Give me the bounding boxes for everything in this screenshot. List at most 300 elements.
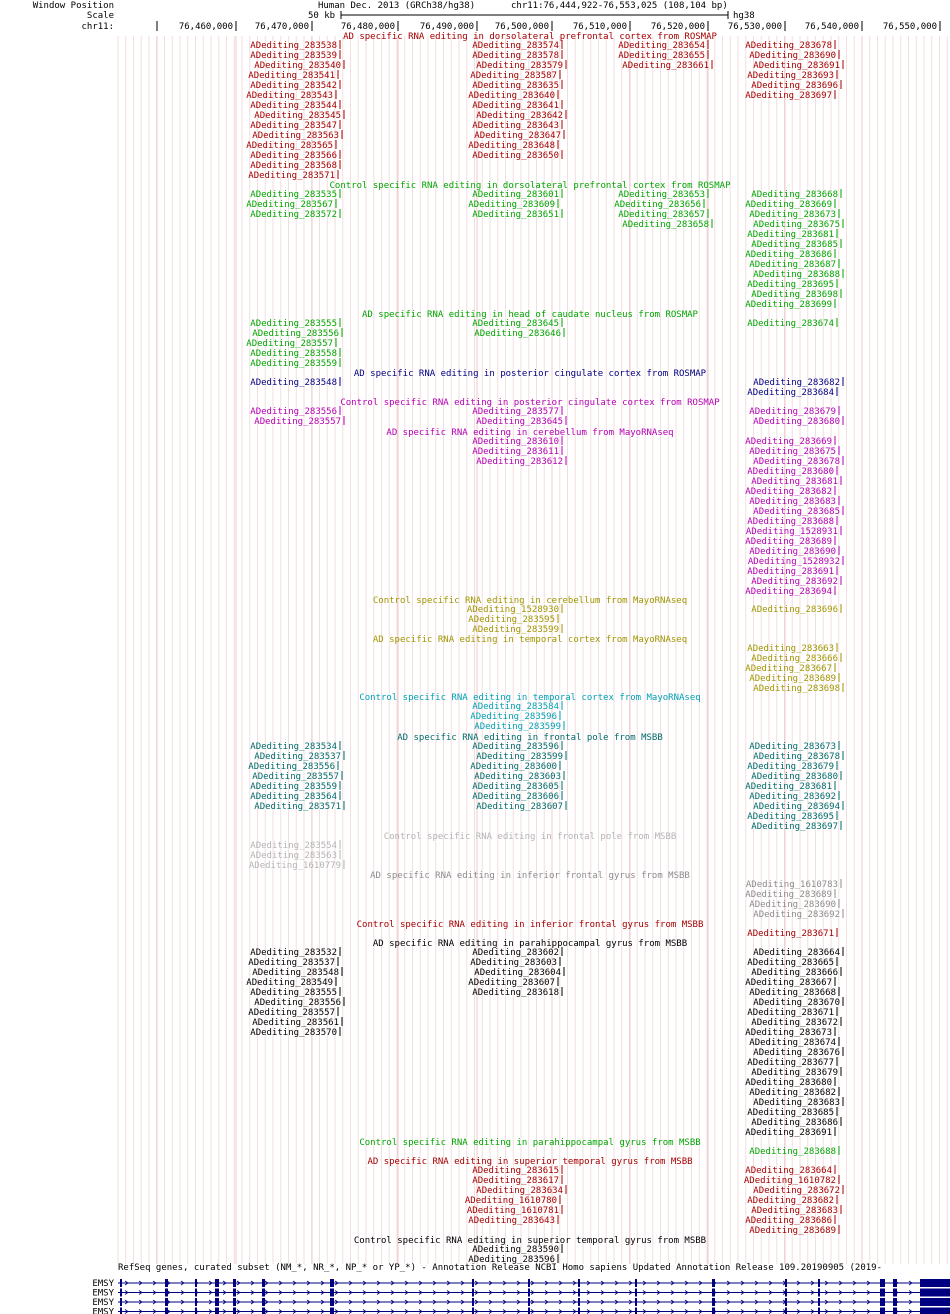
feature-label[interactable]: ADediting_283557 [254, 417, 341, 427]
feature-label[interactable]: ADediting_283566 [250, 151, 337, 161]
exon-block[interactable] [215, 1308, 219, 1314]
feature-label[interactable]: ADediting_283561 [252, 1018, 339, 1028]
feature-label[interactable]: ADediting_283599 [472, 625, 559, 635]
track-3 [250, 369, 843, 398]
feature-label[interactable]: ADediting_283678 [753, 457, 840, 467]
track-9 [248, 733, 843, 832]
feature-label[interactable]: ADediting_283544 [250, 101, 337, 111]
feature-label[interactable]: ADediting_283695 [747, 812, 834, 822]
feature-label[interactable]: ADediting_283683 [749, 497, 836, 507]
feature-label[interactable]: ADediting_283681 [745, 782, 832, 792]
track-title: Control specific RNA editing in cerebellum from MayoRNAseq [372, 596, 688, 606]
ruler-tick-label: 76,520,000 [650, 22, 705, 32]
feature-label[interactable]: ADediting_283556 [252, 329, 339, 339]
exon-block[interactable] [233, 1298, 236, 1306]
feature-label[interactable]: ADediting_283691 [745, 1128, 832, 1138]
feature-label[interactable]: ADediting_283572 [250, 210, 337, 220]
track-title: Control specific RNA editing in dorsolateral prefrontal cortex from ROSMAP [329, 181, 731, 191]
feature-label[interactable]: ADediting_283694 [753, 802, 840, 812]
track-15 [367, 1157, 843, 1236]
feature-label[interactable]: ADediting_283634 [476, 1186, 563, 1196]
refseq-gene-track [92, 1263, 950, 1314]
feature-label[interactable]: ADediting_283689 [745, 537, 832, 547]
feature-label[interactable]: ADediting_283680 [745, 1078, 832, 1088]
feature-label[interactable]: ADediting_283671 [747, 1008, 834, 1018]
exon-block[interactable] [330, 1298, 334, 1306]
feature-label[interactable]: ADediting_1610779 [248, 861, 341, 871]
feature-label[interactable]: ADediting_283606 [472, 792, 559, 802]
exon-block[interactable] [528, 1298, 530, 1306]
feature-label[interactable]: ADediting_283635 [472, 81, 559, 91]
track-title: AD specific RNA editing in inferior frontal gyrus from MSBB [370, 871, 690, 881]
exon-block[interactable] [818, 1308, 820, 1314]
feature-label[interactable]: ADediting_1528932 [747, 557, 840, 567]
feature-label[interactable]: ADediting_283651 [472, 210, 559, 220]
feature-label[interactable]: ADediting_283680 [751, 772, 838, 782]
feature-label[interactable]: ADediting_283602 [472, 948, 559, 958]
feature-label[interactable]: ADediting_283670 [753, 998, 840, 1008]
exon-block[interactable] [120, 1289, 122, 1297]
exon-block[interactable] [785, 1308, 787, 1314]
exon-block[interactable] [330, 1289, 334, 1297]
exon-block[interactable] [262, 1308, 265, 1314]
exon-block[interactable] [712, 1279, 715, 1287]
exon-block[interactable] [920, 1298, 950, 1306]
feature-label[interactable]: ADediting_1528931 [745, 527, 838, 537]
feature-label[interactable]: ADediting_283665 [747, 958, 834, 968]
feature-label[interactable]: ADediting_283664 [753, 948, 840, 958]
feature-label[interactable]: ADediting_283673 [749, 210, 836, 220]
feature-label[interactable]: ADediting_283685 [747, 1108, 834, 1118]
feature-label[interactable]: ADediting_283603 [470, 958, 557, 968]
feature-label[interactable]: ADediting_283564 [250, 792, 337, 802]
exon-block[interactable] [195, 1298, 197, 1306]
exon-block[interactable] [472, 1289, 474, 1297]
feature-label[interactable]: ADediting_283686 [745, 250, 832, 260]
exon-block[interactable] [880, 1289, 885, 1297]
exon-block[interactable] [893, 1289, 897, 1297]
feature-label[interactable]: ADediting_283655 [618, 51, 705, 61]
feature-label[interactable]: ADediting_283610 [472, 437, 559, 447]
track-10 [249, 832, 676, 871]
feature-label[interactable]: ADediting_283612 [476, 457, 563, 467]
feature-label[interactable]: ADediting_283563 [250, 851, 337, 861]
feature-label[interactable]: ADediting_283666 [751, 654, 838, 664]
feature-label[interactable]: ADediting_283563 [252, 131, 339, 141]
feature-label[interactable]: ADediting_1610781 [466, 1206, 559, 1216]
feature-label[interactable]: ADediting_283596 [470, 712, 557, 722]
feature-label[interactable]: ADediting_283578 [472, 51, 559, 61]
feature-label[interactable]: ADediting_283601 [472, 190, 559, 200]
exon-block[interactable] [818, 1289, 820, 1297]
exon-block[interactable] [785, 1298, 787, 1306]
feature-label[interactable]: ADediting_283557 [248, 1008, 335, 1018]
feature-label[interactable]: ADediting_283693 [747, 71, 834, 81]
exon-block[interactable] [120, 1279, 122, 1287]
feature-label[interactable]: ADediting_283559 [250, 359, 337, 369]
exon-block[interactable] [528, 1279, 530, 1287]
exon-block[interactable] [578, 1308, 580, 1314]
ruler-tick-label: 76,490,000 [419, 22, 474, 32]
feature-label[interactable]: ADediting_283565 [246, 141, 333, 151]
feature-label[interactable]: ADediting_283650 [472, 151, 559, 161]
feature-label[interactable]: ADediting_283548 [250, 378, 337, 388]
feature-label[interactable]: ADediting_283615 [472, 1166, 559, 1176]
feature-label[interactable]: ADediting_283697 [745, 91, 832, 101]
feature-label[interactable]: ADediting_283680 [747, 467, 834, 477]
feature-label[interactable]: ADediting_283645 [472, 319, 559, 329]
feature-label[interactable]: ADediting_283556 [254, 998, 341, 1008]
feature-label[interactable]: ADediting_283555 [250, 988, 337, 998]
exon-block[interactable] [165, 1298, 168, 1306]
exon-block[interactable] [920, 1308, 950, 1314]
feature-label[interactable]: ADediting_283684 [747, 388, 834, 398]
gene-rows [92, 1279, 950, 1314]
feature-label[interactable]: ADediting_283673 [749, 742, 836, 752]
exon-block[interactable] [330, 1308, 334, 1314]
exon-block[interactable] [785, 1279, 787, 1287]
exon-block[interactable] [215, 1289, 219, 1297]
feature-label[interactable]: ADediting_283668 [749, 988, 836, 998]
feature-label[interactable]: ADediting_283579 [476, 61, 563, 71]
feature-label[interactable]: ADediting_283568 [250, 161, 337, 171]
exon-block[interactable] [165, 1279, 168, 1287]
feature-label[interactable]: ADediting_283603 [474, 772, 561, 782]
feature-label[interactable]: ADediting_283618 [472, 988, 559, 998]
feature-label[interactable]: ADediting_283556 [248, 762, 335, 772]
ruler-tick-label: 76,530,000 [727, 22, 782, 32]
feature-label[interactable]: ADediting_283669 [745, 200, 832, 210]
feature-label[interactable]: ADediting_283545 [254, 111, 341, 121]
label-chromosome: chr11: [81, 22, 114, 32]
feature-label[interactable]: ADediting_283599 [476, 752, 563, 762]
feature-label[interactable]: ADediting_283617 [472, 1176, 559, 1186]
exon-block[interactable] [578, 1279, 580, 1287]
feature-label[interactable]: ADediting_283567 [246, 200, 333, 210]
exon-block[interactable] [262, 1279, 265, 1287]
assembly-label: Human Dec. 2013 (GRCh38/hg38) [318, 1, 476, 11]
exon-block[interactable] [215, 1298, 219, 1306]
track-title: Control specific RNA editing in parahippocampal gyrus from MSBB [359, 1138, 701, 1148]
track-title: AD specific RNA editing in parahippocampal gyrus from MSBB [372, 939, 688, 949]
feature-label[interactable]: ADediting_283557 [246, 339, 333, 349]
feature-label[interactable]: ADediting_283547 [250, 121, 337, 131]
feature-label[interactable]: ADediting_283683 [751, 1206, 838, 1216]
feature-label[interactable]: ADediting_283689 [745, 890, 832, 900]
exon-block[interactable] [120, 1298, 122, 1306]
track-title: Control specific RNA editing in superior temporal gyrus from MSBB [353, 1236, 707, 1246]
track-8 [359, 693, 700, 732]
feature-label[interactable]: ADediting_283682 [747, 1196, 834, 1206]
feature-label[interactable]: ADediting_283696 [751, 81, 838, 91]
feature-label[interactable]: ADediting_283571 [254, 802, 341, 812]
gene-name-label[interactable]: EMSY [92, 1288, 114, 1299]
feature-label[interactable]: ADediting_283694 [745, 587, 832, 597]
exon-block[interactable] [472, 1308, 474, 1314]
feature-label[interactable]: ADediting_283548 [252, 968, 339, 978]
exon-block[interactable] [262, 1298, 265, 1306]
feature-label[interactable]: ADediting_283538 [250, 41, 337, 51]
feature-label[interactable]: ADediting_283596 [472, 742, 559, 752]
exon-block[interactable] [635, 1289, 637, 1297]
exon-block[interactable] [893, 1308, 897, 1314]
exon-block[interactable] [195, 1289, 197, 1297]
feature-label[interactable]: ADediting_283556 [250, 407, 337, 417]
exon-block[interactable] [880, 1298, 885, 1306]
feature-label[interactable]: ADediting_283540 [254, 61, 341, 71]
feature-label[interactable]: ADediting_283698 [751, 290, 838, 300]
ruler-tick-label: 76,550,000 [882, 22, 937, 32]
exon-block[interactable] [880, 1308, 885, 1314]
feature-label[interactable]: ADediting_283600 [470, 762, 557, 772]
feature-label[interactable]: ADediting_283690 [749, 900, 836, 910]
track-5 [386, 428, 843, 597]
feature-label[interactable]: ADediting_283571 [248, 171, 335, 181]
feature-label[interactable]: ADediting_283685 [753, 507, 840, 517]
feature-label[interactable]: ADediting_283543 [246, 91, 333, 101]
feature-label[interactable]: ADediting_283643 [468, 1216, 555, 1226]
ruler-tick-label: 76,460,000 [178, 22, 233, 32]
browser-header [33, 1, 940, 32]
gene-name-label[interactable]: EMSY [92, 1279, 114, 1289]
feature-label[interactable]: ADediting_283642 [476, 111, 563, 121]
track-title: Control specific RNA editing in inferior frontal gyrus from MSBB [356, 920, 704, 930]
exon-block[interactable] [880, 1279, 885, 1287]
feature-label[interactable]: ADediting_283688 [747, 517, 834, 527]
feature-label[interactable]: ADediting_283689 [749, 674, 836, 684]
feature-label[interactable]: ADediting_283691 [753, 61, 840, 71]
exon-block[interactable] [528, 1308, 530, 1314]
feature-label[interactable]: ADediting_283689 [749, 1226, 836, 1236]
exon-block[interactable] [233, 1308, 236, 1314]
feature-label[interactable]: ADediting_283681 [747, 230, 834, 240]
gene-name-label[interactable]: EMSY [92, 1307, 114, 1314]
ruler-tick-label: 76,510,000 [572, 22, 627, 32]
feature-label[interactable]: ADediting_283559 [250, 782, 337, 792]
feature-label[interactable]: ADediting_283682 [749, 1088, 836, 1098]
feature-label[interactable]: ADediting_283658 [622, 220, 709, 230]
feature-label[interactable]: ADediting_283532 [250, 948, 337, 958]
feature-label[interactable]: ADediting_1610780 [464, 1196, 557, 1206]
feature-label[interactable]: ADediting_283664 [745, 1166, 832, 1176]
feature-label[interactable]: ADediting_283599 [474, 722, 561, 732]
feature-label[interactable]: ADediting_283645 [476, 417, 563, 427]
feature-label[interactable]: ADediting_283686 [745, 1216, 832, 1226]
feature-label[interactable]: ADediting_283696 [751, 605, 838, 615]
feature-label[interactable]: ADediting_1610783 [745, 880, 838, 890]
feature-label[interactable]: ADediting_283611 [472, 447, 559, 457]
feature-label[interactable]: ADediting_283537 [248, 958, 335, 968]
track-title: AD specific RNA editing in head of caudate nucleus from ROSMAP [362, 310, 698, 320]
feature-label[interactable]: ADediting_283682 [745, 487, 832, 497]
exon-block[interactable] [920, 1279, 950, 1287]
feature-label[interactable]: ADediting_283558 [250, 349, 337, 359]
feature-label[interactable]: ADediting_283688 [753, 270, 840, 280]
feature-label[interactable]: ADediting_283692 [749, 792, 836, 802]
feature-label[interactable]: ADediting_283691 [747, 567, 834, 577]
exon-block[interactable] [233, 1279, 236, 1287]
feature-label[interactable]: ADediting_283641 [472, 101, 559, 111]
feature-label[interactable]: ADediting_283676 [753, 1048, 840, 1058]
feature-label[interactable]: ADediting_283646 [474, 329, 561, 339]
feature-label[interactable]: ADediting_283674 [747, 319, 834, 329]
feature-label[interactable]: ADediting_283577 [472, 407, 559, 417]
exon-block[interactable] [635, 1279, 637, 1287]
exon-block[interactable] [635, 1298, 637, 1306]
feature-label[interactable]: ADediting_283687 [749, 260, 836, 270]
feature-label[interactable]: ADediting_283674 [749, 1038, 836, 1048]
chromosome-ruler [157, 21, 940, 32]
feature-label[interactable]: ADediting_283654 [618, 41, 705, 51]
feature-label[interactable]: ADediting_283609 [468, 200, 555, 210]
feature-label[interactable]: ADediting_283698 [753, 684, 840, 694]
feature-label[interactable]: ADediting_283673 [745, 1028, 832, 1038]
feature-label[interactable]: ADediting_283643 [472, 121, 559, 131]
feature-label[interactable]: ADediting_283596 [468, 1255, 555, 1265]
feature-label[interactable]: ADediting_283541 [248, 71, 335, 81]
track-12 [357, 920, 837, 939]
exon-block[interactable] [635, 1308, 637, 1314]
feature-label[interactable]: ADediting_283666 [751, 968, 838, 978]
feature-label[interactable]: ADediting_283653 [618, 190, 705, 200]
feature-label[interactable]: ADediting_283667 [745, 978, 832, 988]
exon-block[interactable] [578, 1289, 580, 1297]
track-title: AD specific RNA editing in dorsolateral prefrontal cortex from ROSMAP [343, 32, 717, 42]
feature-label[interactable]: ADediting_283537 [254, 752, 341, 762]
track-title: AD specific RNA editing in temporal cortex from MayoRNAseq [372, 635, 688, 645]
feature-label[interactable]: ADediting_283699 [745, 300, 832, 310]
feature-label[interactable]: ADediting_283690 [749, 547, 836, 557]
exon-block[interactable] [330, 1279, 334, 1287]
exon-block[interactable] [528, 1289, 530, 1297]
feature-label[interactable]: ADediting_283595 [468, 615, 555, 625]
feature-label[interactable]: ADediting_283656 [614, 200, 701, 210]
exon-block[interactable] [893, 1279, 897, 1287]
feature-label[interactable]: ADediting_283686 [751, 1118, 838, 1128]
feature-label[interactable]: ADediting_283672 [751, 1018, 838, 1028]
feature-label[interactable]: ADediting_283539 [250, 51, 337, 61]
feature-label[interactable]: ADediting_283682 [753, 378, 840, 388]
feature-label[interactable]: ADediting_283657 [618, 210, 705, 220]
feature-label[interactable]: ADediting_283604 [474, 968, 561, 978]
feature-label[interactable]: ADediting_283555 [250, 319, 337, 329]
gene-name-label[interactable]: EMSY [92, 1298, 114, 1308]
label-window-position: Window Position [32, 1, 114, 11]
exon-block[interactable] [578, 1298, 580, 1306]
feature-label[interactable]: ADediting_283557 [252, 772, 339, 782]
exon-block[interactable] [472, 1279, 474, 1287]
feature-label[interactable]: ADediting_283680 [753, 417, 840, 427]
feature-label[interactable]: ADediting_283647 [474, 131, 561, 141]
feature-label[interactable]: ADediting_283640 [468, 91, 555, 101]
feature-label[interactable]: ADediting_283688 [749, 1147, 836, 1157]
feature-label[interactable]: ADediting_283679 [751, 1068, 838, 1078]
feature-label[interactable]: ADediting_283549 [246, 978, 333, 988]
feature-label[interactable]: ADediting_283605 [472, 782, 559, 792]
feature-label[interactable]: ADediting_283675 [753, 220, 840, 230]
feature-label[interactable]: ADediting_283697 [751, 822, 838, 832]
feature-label[interactable]: ADediting_283535 [250, 190, 337, 200]
ruler-tick-label: 76,480,000 [340, 22, 395, 32]
feature-label[interactable]: ADediting_283590 [472, 1245, 559, 1255]
feature-label[interactable]: ADediting_283668 [751, 190, 838, 200]
feature-label[interactable]: ADediting_283648 [468, 141, 555, 151]
feature-label[interactable]: ADediting_283542 [250, 81, 337, 91]
feature-label[interactable]: ADediting_283570 [250, 1028, 337, 1038]
exon-block[interactable] [233, 1289, 236, 1297]
feature-label[interactable]: ADediting_283672 [753, 1186, 840, 1196]
feature-label[interactable]: ADediting_283607 [468, 978, 555, 988]
exon-block[interactable] [120, 1308, 122, 1314]
track-16 [354, 1236, 706, 1265]
feature-label[interactable]: ADediting_283685 [751, 240, 838, 250]
position-label: chr11:76,444,922-76,553,025 (108,104 bp) [511, 1, 728, 11]
exon-block[interactable] [785, 1289, 787, 1297]
ruler-tick-label: 76,470,000 [254, 22, 309, 32]
track-title: AD specific RNA editing in frontal pole from MSBB [397, 733, 663, 743]
exon-block[interactable] [195, 1279, 197, 1287]
feature-label[interactable]: ADediting_283667 [745, 664, 832, 674]
track-4 [250, 398, 843, 427]
label-scale: Scale [86, 11, 114, 21]
feature-label[interactable]: ADediting_283681 [751, 477, 838, 487]
scale-db-label: hg38 [733, 11, 755, 21]
feature-label[interactable]: ADediting_283574 [472, 41, 559, 51]
exon-block[interactable] [712, 1308, 715, 1314]
feature-label[interactable]: ADediting_283584 [472, 702, 559, 712]
feature-label[interactable]: ADediting_283554 [250, 841, 337, 851]
feature-label[interactable]: ADediting_283661 [622, 61, 709, 71]
feature-label[interactable]: ADediting_1528930 [466, 605, 559, 615]
exon-block[interactable] [262, 1289, 265, 1297]
feature-label[interactable]: ADediting_283695 [747, 280, 834, 290]
feature-label[interactable]: ADediting_283692 [753, 910, 840, 920]
feature-label[interactable]: ADediting_283679 [747, 762, 834, 772]
exon-block[interactable] [893, 1298, 897, 1306]
exon-block[interactable] [712, 1289, 715, 1297]
exon-block[interactable] [215, 1279, 219, 1287]
exon-block[interactable] [920, 1289, 950, 1297]
feature-label[interactable]: ADediting_283677 [747, 1058, 834, 1068]
feature-label[interactable]: ADediting_283679 [749, 407, 836, 417]
feature-label[interactable]: ADediting_283675 [749, 447, 836, 457]
feature-label[interactable]: ADediting_283669 [745, 437, 832, 447]
exon-block[interactable] [165, 1289, 168, 1297]
feature-label[interactable]: ADediting_283587 [470, 71, 557, 81]
exon-block[interactable] [712, 1298, 715, 1306]
feature-label[interactable]: ADediting_283690 [749, 51, 836, 61]
exon-block[interactable] [472, 1298, 474, 1306]
exon-block[interactable] [195, 1308, 197, 1314]
feature-label[interactable]: ADediting_283692 [751, 577, 838, 587]
feature-label[interactable]: ADediting_283534 [250, 742, 337, 752]
feature-label[interactable]: ADediting_283671 [747, 929, 834, 939]
feature-label[interactable]: ADediting_283683 [753, 1098, 840, 1108]
feature-label[interactable]: ADediting_283663 [747, 644, 834, 654]
feature-label[interactable]: ADediting_283678 [753, 752, 840, 762]
exon-block[interactable] [818, 1279, 820, 1287]
ruler-tick-label: 76,540,000 [804, 22, 859, 32]
scale-bar-label: 50 kb [308, 11, 336, 21]
track-title: AD specific RNA editing in superior temporal gyrus from MSBB [367, 1157, 693, 1167]
feature-label[interactable]: ADediting_1610782 [743, 1176, 836, 1186]
feature-label[interactable]: ADediting_283678 [745, 41, 832, 51]
track-14 [359, 1138, 839, 1157]
feature-label[interactable]: ADediting_283607 [476, 802, 563, 812]
exon-block[interactable] [818, 1298, 820, 1306]
exon-block[interactable] [165, 1308, 168, 1314]
track-title: Control specific RNA editing in frontal pole from MSBB [383, 832, 677, 842]
